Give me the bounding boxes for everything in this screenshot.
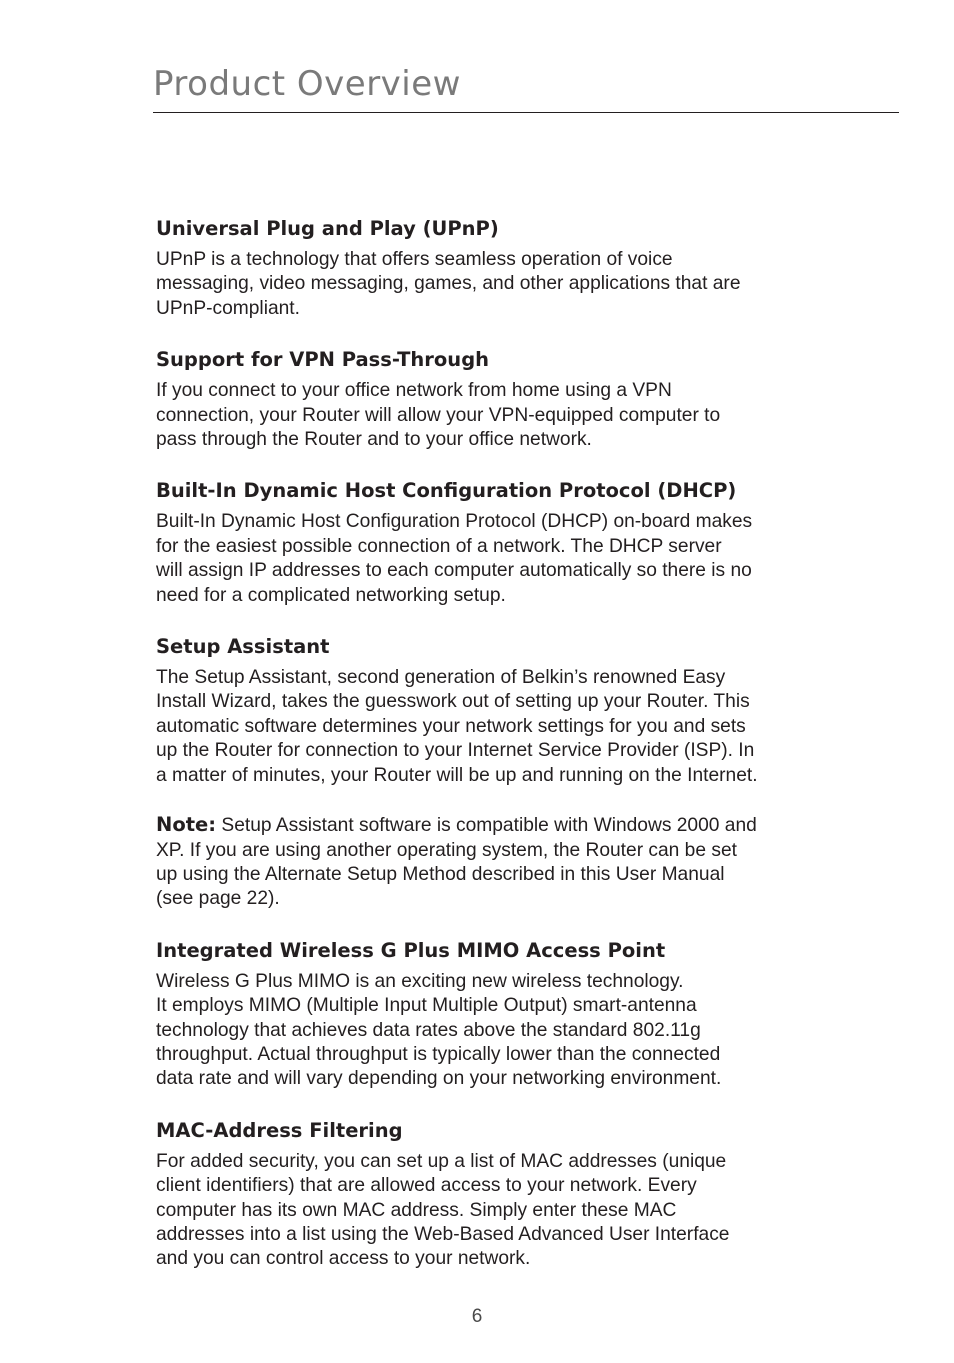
page-title: Product Overview xyxy=(153,64,461,104)
page-number: 6 xyxy=(471,1306,483,1327)
body-line: pass through the Router and to your office network. xyxy=(156,429,592,451)
body-line: technology that achieves data rates above the standard 802.11g xyxy=(156,1019,701,1041)
section-vpn-pass-through xyxy=(156,345,864,452)
body-line: Setup Assistant software is compatible with Windows 2000 and xyxy=(216,815,757,837)
body-line: XP. If you are using another operating system, the Router can be set xyxy=(156,839,737,861)
section-heading: Built-In Dynamic Host Configuration Protocol (DHCP) xyxy=(156,479,737,503)
body-line: For added security, you can set up a list of MAC addresses (unique xyxy=(156,1150,727,1172)
section-heading: Universal Plug and Play (UPnP) xyxy=(156,217,499,240)
section-heading: Setup Assistant xyxy=(156,635,330,659)
section-body xyxy=(156,1150,864,1272)
body-line: data rate and will vary depending on your networking environment. xyxy=(156,1068,722,1090)
body-line: It employs MIMO (Multiple Input Multiple Output) smart-antenna xyxy=(156,995,697,1017)
body-line: up using the Alternate Setup Method described in this User Manual xyxy=(156,863,725,885)
page-header xyxy=(153,62,899,106)
body-line: up the Router for connection to your Internet Service Provider (ISP). In xyxy=(156,740,755,762)
body-line: will assign IP addresses to each computer automatically so there is no xyxy=(156,560,752,582)
section-mimo-access-point xyxy=(156,936,864,1092)
section-heading: MAC-Address Filtering xyxy=(156,1118,403,1142)
body-line: Built-In Dynamic Host Configuration Protocol (DHCP) on-board makes xyxy=(156,511,753,533)
note-paragraph xyxy=(156,813,864,912)
body-line: messaging, video messaging, games, and other applications that are xyxy=(156,273,741,295)
section-body xyxy=(156,666,864,788)
section-setup-assistant xyxy=(156,632,864,912)
section-dhcp xyxy=(156,476,864,608)
body-line: UPnP-compliant. xyxy=(156,297,300,319)
body-line: throughput. Actual throughput is typically lower than the connected xyxy=(156,1043,721,1065)
body-line: (see page 22). xyxy=(156,888,280,910)
section-body xyxy=(156,970,864,1092)
body-line: Install Wizard, takes the guesswork out of setting up your Router. This xyxy=(156,691,750,713)
section-upnp xyxy=(156,214,864,321)
section-heading: Support for VPN Pass-Through xyxy=(156,348,490,372)
section-body xyxy=(156,510,864,608)
body-line: Wireless G Plus MIMO is an exciting new wireless technology. xyxy=(156,970,684,992)
body-line: a matter of minutes, your Router will be up and running on the Internet. xyxy=(156,764,758,786)
body-line: connection, your Router will allow your VPN-equipped computer to xyxy=(156,404,721,426)
body-line: If you connect to your office network from home using a VPN xyxy=(156,380,672,402)
body-line: need for a complicated networking setup. xyxy=(156,584,506,606)
body-line: automatic software determines your network settings for you and sets xyxy=(156,715,746,737)
body-line: The Setup Assistant, second generation of Belkin’s renowned Easy xyxy=(156,667,726,689)
main-content xyxy=(156,214,864,1272)
section-heading: Integrated Wireless G Plus MIMO Access Point xyxy=(156,938,666,962)
note-label: Note: xyxy=(156,813,217,837)
section-body xyxy=(156,379,864,452)
body-line: and you can control access to your network. xyxy=(156,1248,531,1270)
body-line: computer has its own MAC address. Simply enter these MAC xyxy=(156,1199,677,1221)
body-line: UPnP is a technology that offers seamless operation of voice xyxy=(156,249,673,270)
section-body xyxy=(156,248,864,321)
header-divider xyxy=(153,112,899,113)
body-line: for the easiest possible connection of a network. The DHCP server xyxy=(156,535,722,557)
body-line: addresses into a list using the Web-Based Advanced User Interface xyxy=(156,1223,730,1245)
section-mac-address-filtering xyxy=(156,1116,864,1272)
body-line: client identifiers) that are allowed access to your network. Every xyxy=(156,1175,697,1197)
